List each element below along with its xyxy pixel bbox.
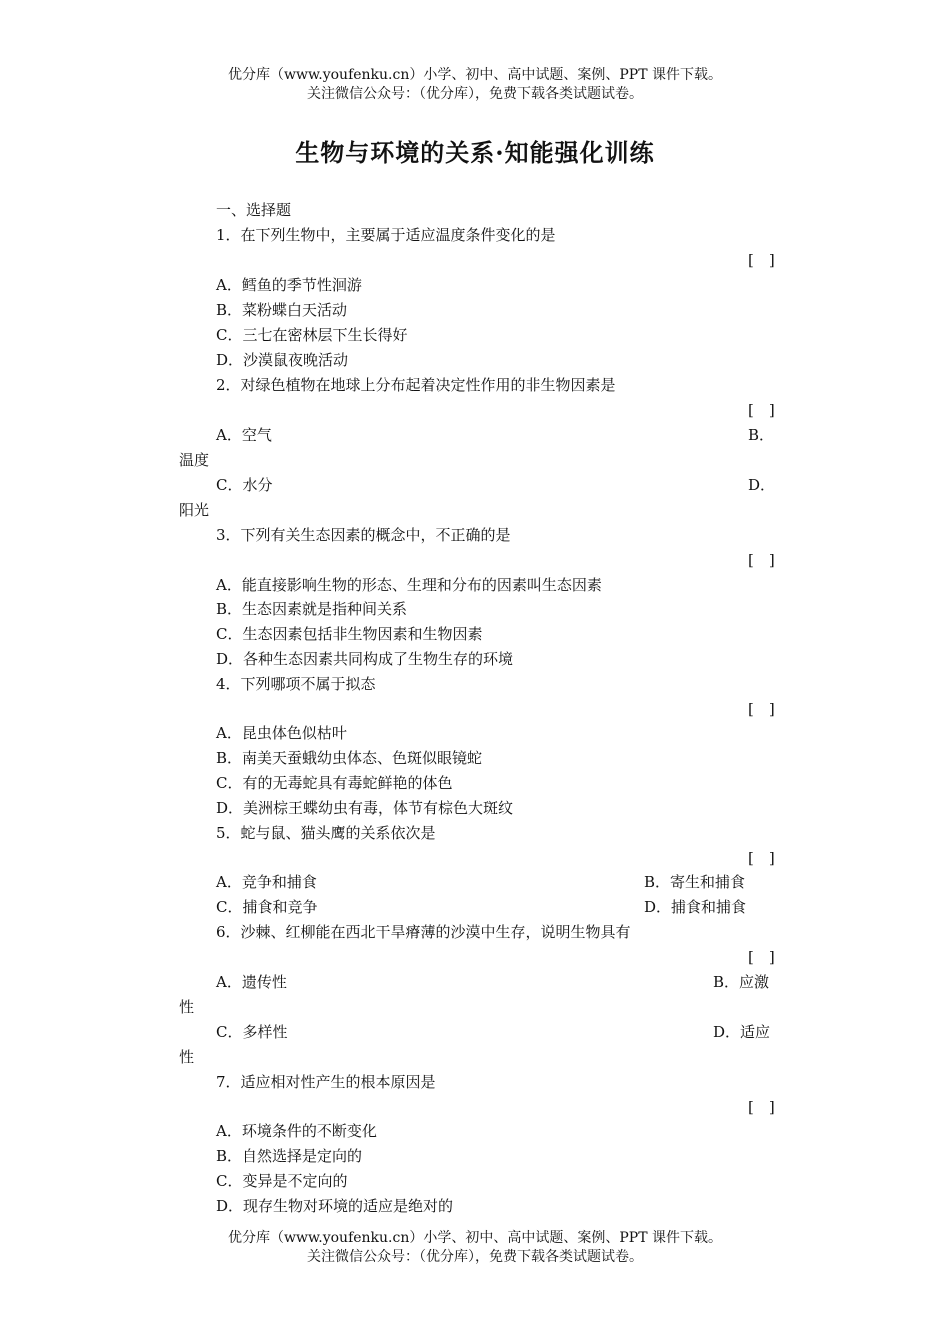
q3-option-a: A．能直接影响生物的形态、生理和分布的因素叫生态因素 [216,576,602,594]
question-3-stem: 3．下列有关生态因素的概念中，不正确的是 [216,526,511,544]
q3-option-c: C．生态因素包括非生物因素和生物因素 [216,625,483,643]
question-7-stem: 7．适应相对性产生的根本原因是 [216,1073,436,1091]
q4-option-a: A．昆虫体色似枯叶 [216,724,347,742]
answer-bracket-1: [ ] [748,251,775,269]
q5-option-d: D．捕食和捕食 [644,898,747,916]
question-6-stem: 6．沙棘、红柳能在西北干旱瘠薄的沙漠中生存，说明生物具有 [216,923,631,941]
q7-option-d: D．现存生物对环境的适应是绝对的 [216,1197,454,1215]
answer-bracket-4: [ ] [748,700,775,718]
page-title: 生物与环境的关系·知能强化训练 [295,138,655,167]
answer-bracket-7: [ ] [748,1098,775,1116]
question-5-stem: 5．蛇与鼠、猫头鹰的关系依次是 [216,824,436,842]
q6-option-b-text: 性 [179,998,195,1016]
q6-option-d-label: D．适应 [713,1023,771,1041]
q2-option-b-text: 温度 [179,451,210,469]
header-line-1: 优分库（www.youfenku.cn）小学、初中、高中试题、案例、PPT 课件下载。 [227,67,722,83]
q1-option-c: C．三七在密林层下生长得好 [216,326,408,344]
q7-option-a: A．环境条件的不断变化 [216,1122,377,1140]
q6-option-c: C．多样性 [216,1023,288,1041]
q5-option-c: C．捕食和竞争 [216,898,318,916]
q2-option-d-label: D． [748,476,776,494]
section-heading: 一、选择题 [216,201,292,219]
footer-line-2: 关注微信公众号：（优分库），免费下载各类试题试卷。 [307,1249,643,1265]
q2-option-a: A．空气 [216,426,272,444]
answer-bracket-2: [ ] [748,401,775,419]
q1-option-a: A．鳕鱼的季节性洄游 [216,276,362,294]
q2-option-c: C．水分 [216,476,273,494]
question-1-stem: 1．在下列生物中，主要属于适应温度条件变化的是 [216,226,556,244]
q7-option-b: B．自然选择是定向的 [216,1147,363,1165]
answer-bracket-6: [ ] [748,948,775,966]
q6-option-d-text: 性 [179,1048,195,1066]
q1-option-b: B．菜粉蝶白天活动 [216,301,348,319]
header-line-2: 关注微信公众号：（优分库），免费下载各类试题试卷。 [307,86,643,102]
answer-bracket-5: [ ] [748,849,775,867]
q4-option-d: D．美洲棕王蝶幼虫有毒，体节有棕色大斑纹 [216,799,514,817]
q6-option-b-label: B．应激 [713,973,770,991]
q5-option-b: B．寄生和捕食 [644,873,746,891]
q7-option-c: C．变异是不定向的 [216,1172,348,1190]
q2-option-d-text: 阳光 [179,501,210,519]
q5-option-a: A．竞争和捕食 [216,873,317,891]
q3-option-b: B．生态因素就是指种间关系 [216,600,408,618]
q3-option-d: D．各种生态因素共同构成了生物生存的环境 [216,650,514,668]
q6-option-a: A．遗传性 [216,973,287,991]
q4-option-b: B．南美天蚕蛾幼虫体态、色斑似眼镜蛇 [216,749,483,767]
question-2-stem: 2．对绿色植物在地球上分布起着决定性作用的非生物因素是 [216,376,616,394]
q4-option-c: C．有的无毒蛇具有毒蛇鲜艳的体色 [216,774,453,792]
footer-line-1: 优分库（www.youfenku.cn）小学、初中、高中试题、案例、PPT 课件下载。 [227,1230,722,1246]
q2-option-b-label: B． [748,426,775,444]
question-4-stem: 4．下列哪项不属于拟态 [216,675,376,693]
q1-option-d: D．沙漠鼠夜晚活动 [216,351,349,369]
answer-bracket-3: [ ] [748,551,775,569]
